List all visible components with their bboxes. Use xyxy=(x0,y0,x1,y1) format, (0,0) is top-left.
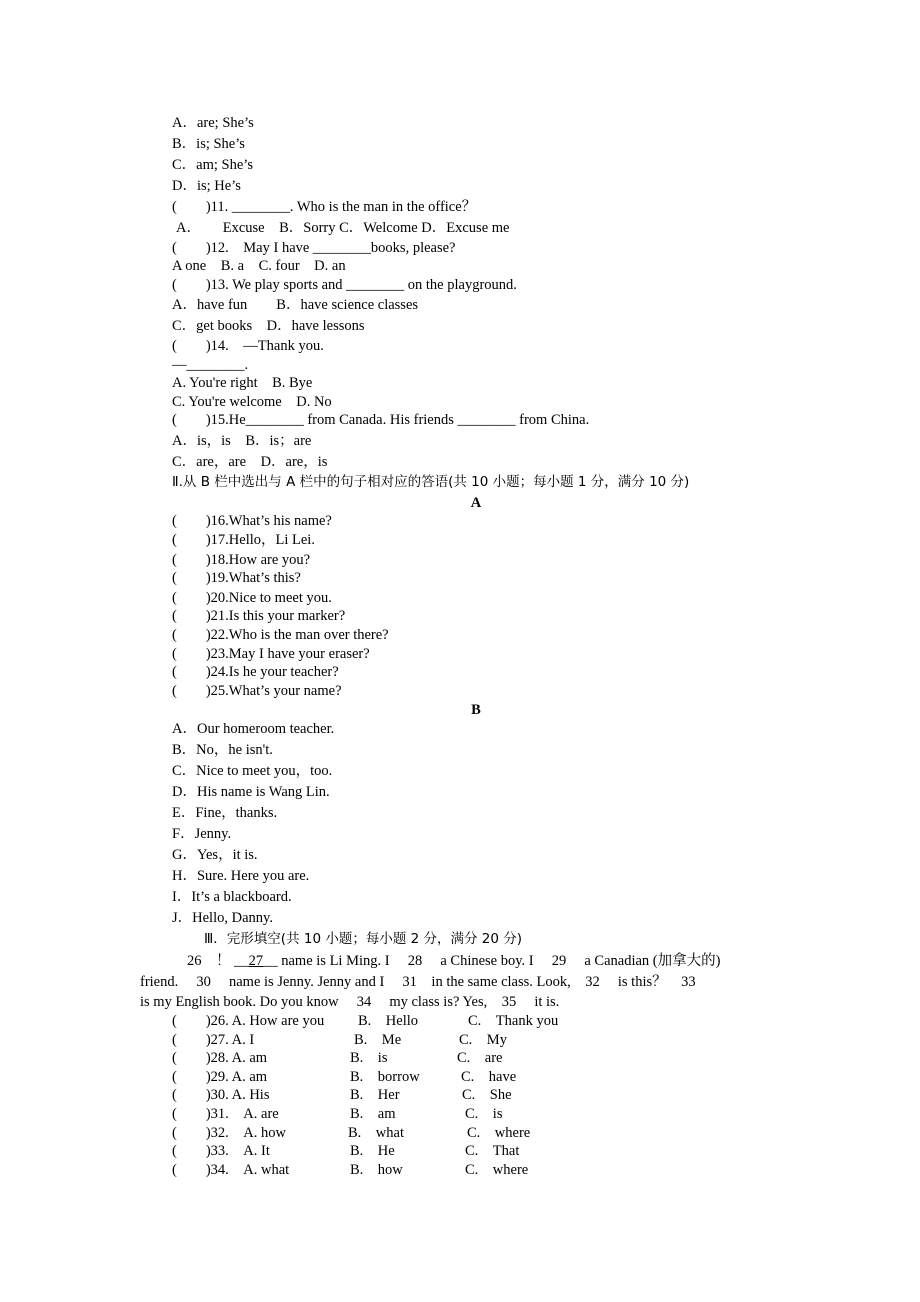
cloze-item xyxy=(172,1031,507,1049)
matching-item: ( )18.How are you? xyxy=(172,552,311,568)
section3-title: Ⅲ．完形填空(共 10 小题；每小题 2 分，满分 20 分) xyxy=(204,931,523,947)
section2-title: Ⅱ.从 B 栏中选出与 A 栏中的句子相对应的答语(共 10 小题；每小题 1 分，满分 10 分) xyxy=(172,474,690,490)
cloze-item-a: ( )26. A. How are you xyxy=(172,1013,325,1029)
cloze-item-b: B. borrow xyxy=(350,1069,420,1085)
cloze-item xyxy=(172,1142,520,1160)
cloze-text: __ name is Li Ming. I 28 a Chinese boy. I 29 a Canadian (加拿大的) xyxy=(263,953,721,969)
cloze-item-a: ( )32. A. how xyxy=(172,1125,286,1141)
q14-options-ab: A. You're right B. Bye xyxy=(172,375,313,391)
q10-option-c: C．am; She’s xyxy=(172,157,253,173)
cloze-item-b: B. am xyxy=(350,1106,396,1122)
matching-item: ( )19.What’s this? xyxy=(172,570,301,586)
cloze-item xyxy=(172,1049,503,1067)
cloze-item-c: C. is xyxy=(465,1106,503,1122)
cloze-item-b: B. Her xyxy=(350,1087,400,1103)
cloze-passage-line-2: friend. 30 name is Jenny. Jenny and I 31 in the same class. Look, 32 is this？ 33 xyxy=(140,974,696,990)
cloze-item-a: ( )27. A. I xyxy=(172,1032,255,1048)
q15-options-ab: A．is，is B．is；are xyxy=(172,433,312,449)
cloze-passage-line-1 xyxy=(187,952,720,970)
cloze-item-c: C. Thank you xyxy=(468,1013,559,1029)
answer-option: I．It’s a blackboard. xyxy=(172,889,292,905)
answer-option: F．Jenny. xyxy=(172,826,232,842)
cloze-item-c: C. have xyxy=(461,1069,517,1085)
cloze-text: 26 ！ __ xyxy=(187,953,249,969)
matching-item: ( )24.Is he your teacher? xyxy=(172,664,339,680)
matching-item: ( )25.What’s your name? xyxy=(172,683,342,699)
q12-options: A one B. a C. four D. an xyxy=(172,258,346,274)
answer-option: G．Yes，it is. xyxy=(172,847,258,863)
cloze-item-a: ( )34. A. what xyxy=(172,1162,290,1178)
answer-option: J．Hello, Danny. xyxy=(172,910,273,926)
q14-options-cd: C. You're welcome D. No xyxy=(172,394,332,410)
matching-item: ( )22.Who is the man over there? xyxy=(172,627,389,643)
cloze-item-a: ( )28. A. am xyxy=(172,1050,268,1066)
answer-option: H．Sure. Here you are. xyxy=(172,868,310,884)
q11-options: A． Excuse B．Sorry C．Welcome D．Excuse me xyxy=(176,220,510,236)
cloze-item xyxy=(172,1068,517,1086)
cloze-item-b: B. what xyxy=(348,1125,404,1141)
matching-item: ( )16.What’s his name? xyxy=(172,513,332,529)
cloze-item-a: ( )33. A. It xyxy=(172,1143,270,1159)
cloze-item xyxy=(172,1161,529,1179)
cloze-item-c: C. My xyxy=(459,1032,507,1048)
cloze-item xyxy=(172,1105,503,1123)
matching-item: ( )17.Hello，Li Lei. xyxy=(172,532,315,548)
q10-option-b: B．is; She’s xyxy=(172,136,245,152)
cloze-item-c: C. That xyxy=(465,1143,520,1159)
cloze-item-c: C. She xyxy=(462,1087,512,1103)
q13-options-cd: C．get books D．have lessons xyxy=(172,318,365,334)
matching-item: ( )23.May I have your eraser? xyxy=(172,646,370,662)
cloze-item-b: B. Me xyxy=(354,1032,402,1048)
q15-options-cd: C．are，are D．are，is xyxy=(172,454,328,470)
column-a-label: A xyxy=(470,495,482,511)
cloze-item-c: C. where xyxy=(467,1125,531,1141)
q14-stem: ( )14. —Thank you. xyxy=(172,338,324,354)
answer-option: D．His name is Wang Lin. xyxy=(172,784,330,800)
cloze-item xyxy=(172,1124,531,1142)
cloze-blank-27: 27 xyxy=(248,953,264,969)
cloze-item xyxy=(172,1086,512,1104)
q10-option-d: D．is; He’s xyxy=(172,178,241,194)
q11-stem: ( )11. ________. Who is the man in the office？ xyxy=(172,199,477,215)
cloze-passage-line-3: is my English book. Do you know 34 my class is? Yes, 35 it is. xyxy=(140,994,560,1010)
cloze-item-b: B. Hello xyxy=(358,1013,419,1029)
answer-option: A．Our homeroom teacher. xyxy=(172,721,335,737)
q13-stem: ( )13. We play sports and ________ on the playground. xyxy=(172,277,517,293)
answer-option: B．No，he isn't. xyxy=(172,742,273,758)
matching-item: ( )21.Is this your marker? xyxy=(172,608,346,624)
cloze-item-b: B. how xyxy=(350,1162,403,1178)
answer-option: C．Nice to meet you，too. xyxy=(172,763,333,779)
column-b-label: B xyxy=(471,702,481,718)
q15-stem: ( )15.He________ from Canada. His friends ________ from China. xyxy=(172,412,590,428)
cloze-item-a: ( )31. A. are xyxy=(172,1106,279,1122)
q12-stem: ( )12. May I have ________books, please? xyxy=(172,240,456,256)
cloze-item-a: ( )30. A. His xyxy=(172,1087,270,1103)
cloze-item-b: B. is xyxy=(350,1050,388,1066)
cloze-item-a: ( )29. A. am xyxy=(172,1069,268,1085)
q14-answer-blank: —________. xyxy=(172,357,249,373)
cloze-item xyxy=(172,1012,559,1030)
matching-item: ( )20.Nice to meet you. xyxy=(172,590,332,606)
q13-options-ab: A．have fun B．have science classes xyxy=(172,297,419,313)
cloze-item-b: B. He xyxy=(350,1143,395,1159)
answer-option: E．Fine，thanks. xyxy=(172,805,278,821)
cloze-item-c: C. are xyxy=(457,1050,503,1066)
cloze-item-c: C. where xyxy=(465,1162,529,1178)
q10-option-a: A．are; She’s xyxy=(172,115,254,131)
